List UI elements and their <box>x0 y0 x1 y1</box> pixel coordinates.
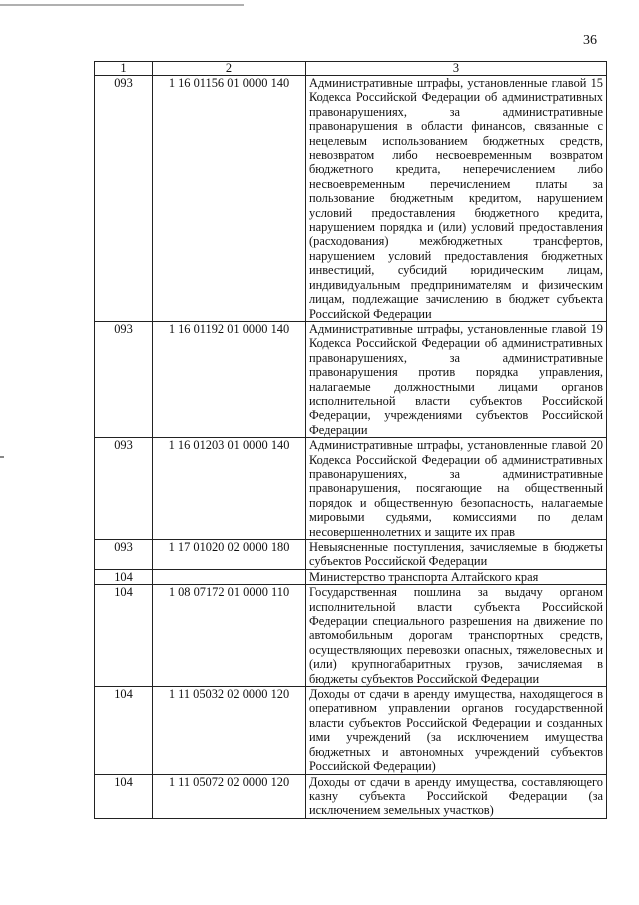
scan-artifact-line <box>0 4 244 6</box>
description-cell: Административные штрафы, установленные главой 20 Кодекса Российской Федерации об административных правонарушениях, за административные правонарушения, посягающие на общественный порядок и общественную безопасность, налагаемые мировыми судьями, комиссиями по делам несовершеннолетних и защите их прав <box>306 438 607 540</box>
revenue-code-cell: 1 17 01020 02 0000 180 <box>153 540 306 570</box>
description-cell: Административные штрафы, установленные главой 15 Кодекса Российской Федерации об административных правонарушениях, за административные правонарушения в области финансов, связанные с нецелевым использованием бюджетных средств, невозвратом либо несвоевременным возвратом бюджетного кредита, неперечислением либо несвоевременным перечислением платы за пользование бюджетным кредитом, нарушением условий предоставления бюджетного кредита, нарушением порядка и (или) условий предоставления (расходования) межбюджетных трансфертов, нарушением условий предоставления бюджетных инвестиций, субсидий юридическим лицам, индивидуальным предпринимателям и физическим лицам, подлежащие зачислению в бюджет субъекта Российской Федерации <box>306 76 607 322</box>
revenue-code-cell: 1 08 07172 01 0000 110 <box>153 585 306 687</box>
admin-code-cell: 093 <box>95 321 153 437</box>
table-row <box>95 540 607 570</box>
admin-code-cell: 104 <box>95 774 153 818</box>
revenue-code-cell: 1 11 05072 02 0000 120 <box>153 774 306 818</box>
table-row <box>95 585 607 687</box>
admin-code-cell: 093 <box>95 540 153 570</box>
admin-code-cell: 104 <box>95 569 153 584</box>
table-row <box>95 321 607 437</box>
revenue-code-cell: 1 16 01203 01 0000 140 <box>153 438 306 540</box>
table-row <box>95 687 607 774</box>
admin-code-cell: 093 <box>95 438 153 540</box>
description-cell: Доходы от сдачи в аренду имущества, находящегося в оперативном управлении органов государственной власти субъектов Российской Федерации и созданных ими учреждений (за исключением имущества бюджетных и автономных учреждений субъектов Российской Федерации) <box>306 687 607 774</box>
scan-artifact-mark <box>0 456 4 458</box>
header-col-1: 1 <box>95 62 153 76</box>
revenue-code-cell <box>153 569 306 584</box>
table-row <box>95 438 607 540</box>
header-col-3: 3 <box>306 62 607 76</box>
description-cell: Невыясненные поступления, зачисляемые в бюджеты субъектов Российской Федерации <box>306 540 607 570</box>
table-row <box>95 569 607 584</box>
description-cell: Доходы от сдачи в аренду имущества, составляющего казну субъекта Российской Федерации (за исключением земельных участков) <box>306 774 607 818</box>
admin-code-cell: 104 <box>95 585 153 687</box>
admin-code-cell: 093 <box>95 76 153 322</box>
table-row <box>95 774 607 818</box>
revenue-code-cell: 1 16 01192 01 0000 140 <box>153 321 306 437</box>
revenue-code-cell: 1 16 01156 01 0000 140 <box>153 76 306 322</box>
page-number: 36 <box>583 33 597 48</box>
description-cell: Министерство транспорта Алтайского края <box>306 569 607 584</box>
revenue-codes-table <box>94 61 607 819</box>
revenue-code-cell: 1 11 05032 02 0000 120 <box>153 687 306 774</box>
header-col-2: 2 <box>153 62 306 76</box>
description-cell: Административные штрафы, установленные главой 19 Кодекса Российской Федерации об административных правонарушениях, за административные правонарушения против порядка управления, налагаемые должностными лицами органов исполнительной власти субъектов Российской Федерации, учреждениями субъектов Российской Федерации <box>306 321 607 437</box>
description-cell: Государственная пошлина за выдачу органом исполнительной власти субъекта Российской Федерации специального разрешения на движение по автомобильным дорогам транспортных средств, осуществляющих перевозки опасных, тяжеловесных и (или) крупногабаритных грузов, зачисляемая в бюджеты субъектов Российской Федерации <box>306 585 607 687</box>
table-row <box>95 76 607 322</box>
admin-code-cell: 104 <box>95 687 153 774</box>
table-header-row <box>95 62 607 76</box>
